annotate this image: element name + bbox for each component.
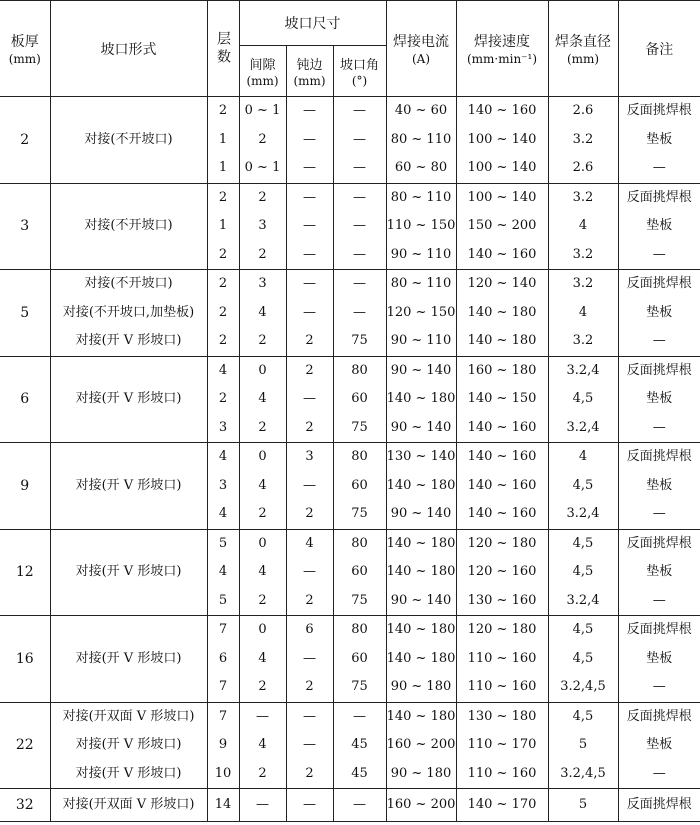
table-row bbox=[0, 645, 700, 674]
current-cell: 40 ~ 60 bbox=[386, 97, 456, 126]
gap-cell: 0 ~ 1 bbox=[239, 97, 286, 126]
layers-cell: 1 bbox=[207, 212, 239, 241]
groove-form-cell bbox=[50, 616, 207, 645]
gap-cell: 4 bbox=[239, 385, 286, 414]
table-row bbox=[0, 241, 700, 270]
layers-cell: 2 bbox=[207, 299, 239, 328]
layers-cell: 1 bbox=[207, 154, 239, 183]
groove-form-cell bbox=[50, 154, 207, 183]
angle-cell: 75 bbox=[333, 414, 386, 443]
note-cell: 垫板 bbox=[618, 472, 700, 501]
table-row bbox=[0, 789, 700, 822]
table-row bbox=[0, 673, 700, 702]
layers-cell: 5 bbox=[207, 587, 239, 616]
angle-cell: 60 bbox=[333, 558, 386, 587]
note-cell: 垫板 bbox=[618, 385, 700, 414]
layers-cell: 2 bbox=[207, 183, 239, 212]
note-cell: 垫板 bbox=[618, 212, 700, 241]
angle-cell: — bbox=[333, 702, 386, 731]
groove-form-cell: 对接(不开坡口) bbox=[50, 270, 207, 299]
note-cell: — bbox=[618, 587, 700, 616]
current-cell: 160 ~ 200 bbox=[386, 789, 456, 822]
layers-cell: 7 bbox=[207, 616, 239, 645]
note-cell: 垫板 bbox=[618, 299, 700, 328]
layers-cell: 14 bbox=[207, 789, 239, 822]
speed-cell: 140 ~ 160 bbox=[456, 97, 548, 126]
diameter-cell: 4 bbox=[548, 212, 618, 241]
angle-cell: — bbox=[333, 270, 386, 299]
note-cell: 反面挑焊根 bbox=[618, 356, 700, 385]
header-current-label: 焊接电流 bbox=[393, 33, 449, 50]
speed-cell: 140 ~ 150 bbox=[456, 385, 548, 414]
header-angle-label: 坡口角 bbox=[339, 57, 379, 73]
table-row bbox=[0, 183, 700, 212]
note-cell: — bbox=[618, 673, 700, 702]
speed-cell: 140 ~ 180 bbox=[456, 327, 548, 356]
note-cell: 反面挑焊根 bbox=[618, 616, 700, 645]
speed-cell: 110 ~ 170 bbox=[456, 731, 548, 760]
layers-cell: 9 bbox=[207, 731, 239, 760]
gap-cell: 2 bbox=[239, 500, 286, 529]
table-row bbox=[0, 270, 700, 299]
blunt-cell: 2 bbox=[286, 500, 333, 529]
note-cell: — bbox=[618, 500, 700, 529]
current-cell: 80 ~ 110 bbox=[386, 270, 456, 299]
gap-cell: — bbox=[239, 702, 286, 731]
thickness-cell: 2 bbox=[0, 97, 50, 184]
table-row bbox=[0, 587, 700, 616]
groove-form-cell bbox=[50, 500, 207, 529]
groove-form-cell bbox=[50, 529, 207, 558]
table-row bbox=[0, 126, 700, 155]
diameter-cell: 4,5 bbox=[548, 616, 618, 645]
current-cell: 140 ~ 180 bbox=[386, 645, 456, 674]
current-cell: 90 ~ 110 bbox=[386, 241, 456, 270]
angle-cell: 80 bbox=[333, 356, 386, 385]
speed-cell: 120 ~ 160 bbox=[456, 558, 548, 587]
layers-cell: 4 bbox=[207, 500, 239, 529]
thickness-cell: 12 bbox=[0, 529, 50, 616]
thickness-cell: 22 bbox=[0, 702, 50, 789]
blunt-cell: — bbox=[286, 97, 333, 126]
table-row bbox=[0, 760, 700, 789]
table-header bbox=[0, 1, 700, 97]
diameter-cell: 3.2 bbox=[548, 270, 618, 299]
diameter-cell: 3.2 bbox=[548, 126, 618, 155]
layers-cell: 4 bbox=[207, 356, 239, 385]
groove-form-cell: 对接(开 V 形坡口) bbox=[50, 645, 207, 674]
current-cell: 90 ~ 140 bbox=[386, 414, 456, 443]
gap-cell: 2 bbox=[239, 327, 286, 356]
layers-cell: 1 bbox=[207, 126, 239, 155]
speed-cell: 150 ~ 200 bbox=[456, 212, 548, 241]
layers-cell: 5 bbox=[207, 529, 239, 558]
thickness-cell: 6 bbox=[0, 356, 50, 443]
blunt-cell: 4 bbox=[286, 529, 333, 558]
speed-cell: 100 ~ 140 bbox=[456, 126, 548, 155]
groove-form-cell: 对接(不开坡口) bbox=[50, 126, 207, 155]
table-row bbox=[0, 212, 700, 241]
speed-cell: 120 ~ 180 bbox=[456, 616, 548, 645]
table-row bbox=[0, 414, 700, 443]
note-cell: 反面挑焊根 bbox=[618, 183, 700, 212]
angle-cell: — bbox=[333, 789, 386, 822]
speed-cell: 100 ~ 140 bbox=[456, 183, 548, 212]
gap-cell: 0 bbox=[239, 529, 286, 558]
diameter-cell: 4,5 bbox=[548, 472, 618, 501]
table-row bbox=[0, 500, 700, 529]
speed-cell: 140 ~ 160 bbox=[456, 414, 548, 443]
speed-cell: 100 ~ 140 bbox=[456, 154, 548, 183]
header-groove-size: 坡口尺寸 bbox=[239, 1, 386, 46]
groove-form-cell: 对接(开双面 V 形坡口) bbox=[50, 702, 207, 731]
blunt-cell: — bbox=[286, 702, 333, 731]
groove-form-cell bbox=[50, 241, 207, 270]
angle-cell: — bbox=[333, 212, 386, 241]
gap-cell: 4 bbox=[239, 645, 286, 674]
gap-cell: 2 bbox=[239, 673, 286, 702]
header-diameter-unit: (mm) bbox=[566, 51, 600, 66]
note-cell: 反面挑焊根 bbox=[618, 270, 700, 299]
groove-form-cell: 对接(开 V 形坡口) bbox=[50, 327, 207, 356]
blunt-cell: — bbox=[286, 731, 333, 760]
diameter-cell: 4,5 bbox=[548, 385, 618, 414]
table-row bbox=[0, 731, 700, 760]
gap-cell: 4 bbox=[239, 299, 286, 328]
header-speed-label: 焊接速度 bbox=[474, 33, 530, 50]
current-cell: 80 ~ 110 bbox=[386, 126, 456, 155]
table-row bbox=[0, 299, 700, 328]
current-cell: 140 ~ 180 bbox=[386, 472, 456, 501]
layers-cell: 4 bbox=[207, 558, 239, 587]
blunt-cell: — bbox=[286, 789, 333, 822]
angle-cell: 80 bbox=[333, 616, 386, 645]
groove-form-cell: 对接(开 V 形坡口) bbox=[50, 472, 207, 501]
table-row bbox=[0, 154, 700, 183]
speed-cell: 130 ~ 160 bbox=[456, 587, 548, 616]
table-row bbox=[0, 529, 700, 558]
speed-cell: 140 ~ 160 bbox=[456, 241, 548, 270]
blunt-cell: 2 bbox=[286, 673, 333, 702]
blunt-cell: — bbox=[286, 126, 333, 155]
thickness-cell: 32 bbox=[0, 789, 50, 822]
blunt-cell: 2 bbox=[286, 760, 333, 789]
gap-cell: 2 bbox=[239, 587, 286, 616]
note-cell: 反面挑焊根 bbox=[618, 789, 700, 822]
angle-cell: — bbox=[333, 183, 386, 212]
speed-cell: 140 ~ 160 bbox=[456, 472, 548, 501]
blunt-cell: — bbox=[286, 558, 333, 587]
angle-cell: — bbox=[333, 126, 386, 155]
blunt-cell: 2 bbox=[286, 327, 333, 356]
gap-cell: 2 bbox=[239, 760, 286, 789]
groove-form-cell: 对接(开 V 形坡口) bbox=[50, 760, 207, 789]
table-row bbox=[0, 385, 700, 414]
current-cell: 90 ~ 110 bbox=[386, 327, 456, 356]
layers-cell: 2 bbox=[207, 241, 239, 270]
angle-cell: 75 bbox=[333, 327, 386, 356]
header-layers-label: 层数 bbox=[215, 30, 231, 67]
header-note: 备注 bbox=[618, 1, 700, 97]
angle-cell: — bbox=[333, 241, 386, 270]
diameter-cell: 3.2,4 bbox=[548, 587, 618, 616]
blunt-cell: — bbox=[286, 241, 333, 270]
diameter-cell: 4,5 bbox=[548, 702, 618, 731]
angle-cell: 45 bbox=[333, 760, 386, 789]
groove-form-cell: 对接(不开坡口) bbox=[50, 212, 207, 241]
table-row bbox=[0, 702, 700, 731]
blunt-cell: — bbox=[286, 472, 333, 501]
speed-cell: 140 ~ 180 bbox=[456, 299, 548, 328]
header-speed bbox=[456, 1, 548, 97]
header-layers bbox=[207, 1, 239, 97]
diameter-cell: 2.6 bbox=[548, 154, 618, 183]
diameter-cell: 3.2,4 bbox=[548, 500, 618, 529]
current-cell: 140 ~ 180 bbox=[386, 616, 456, 645]
angle-cell: 75 bbox=[333, 673, 386, 702]
gap-cell: 4 bbox=[239, 472, 286, 501]
header-angle-unit: (°) bbox=[351, 73, 368, 88]
gap-cell: — bbox=[239, 789, 286, 822]
speed-cell: 160 ~ 180 bbox=[456, 356, 548, 385]
note-cell: — bbox=[618, 414, 700, 443]
current-cell: 60 ~ 80 bbox=[386, 154, 456, 183]
current-cell: 160 ~ 200 bbox=[386, 731, 456, 760]
note-cell: 垫板 bbox=[618, 558, 700, 587]
header-diameter bbox=[548, 1, 618, 97]
blunt-cell: — bbox=[286, 183, 333, 212]
thickness-cell: 5 bbox=[0, 270, 50, 357]
note-cell: 反面挑焊根 bbox=[618, 443, 700, 472]
diameter-cell: 4 bbox=[548, 299, 618, 328]
table-row bbox=[0, 356, 700, 385]
speed-cell: 110 ~ 160 bbox=[456, 760, 548, 789]
table-row bbox=[0, 558, 700, 587]
angle-cell: 75 bbox=[333, 500, 386, 529]
header-gap-unit: (mm) bbox=[246, 73, 279, 88]
current-cell: 90 ~ 140 bbox=[386, 587, 456, 616]
header-diameter-label: 焊条直径 bbox=[555, 33, 611, 50]
blunt-cell: — bbox=[286, 299, 333, 328]
header-gap-label: 间隙 bbox=[249, 57, 276, 73]
angle-cell: — bbox=[333, 154, 386, 183]
note-cell: — bbox=[618, 241, 700, 270]
header-thickness-label: 板厚 bbox=[10, 33, 39, 50]
layers-cell: 2 bbox=[207, 385, 239, 414]
groove-form-cell: 对接(开 V 形坡口) bbox=[50, 385, 207, 414]
current-cell: 90 ~ 180 bbox=[386, 673, 456, 702]
diameter-cell: 3.2 bbox=[548, 327, 618, 356]
diameter-cell: 3.2,4 bbox=[548, 414, 618, 443]
angle-cell: 60 bbox=[333, 472, 386, 501]
angle-cell: 80 bbox=[333, 443, 386, 472]
layers-cell: 3 bbox=[207, 414, 239, 443]
header-current bbox=[386, 1, 456, 97]
groove-form-cell bbox=[50, 414, 207, 443]
diameter-cell: 2.6 bbox=[548, 97, 618, 126]
table-row bbox=[0, 327, 700, 356]
note-cell: — bbox=[618, 760, 700, 789]
current-cell: 110 ~ 150 bbox=[386, 212, 456, 241]
gap-cell: 2 bbox=[239, 183, 286, 212]
angle-cell: 80 bbox=[333, 529, 386, 558]
current-cell: 90 ~ 180 bbox=[386, 760, 456, 789]
header-blunt-unit: (mm) bbox=[293, 73, 326, 88]
gap-cell: 0 bbox=[239, 356, 286, 385]
blunt-cell: 2 bbox=[286, 587, 333, 616]
header-thickness-unit: (mm) bbox=[8, 51, 41, 66]
table-row bbox=[0, 472, 700, 501]
layers-cell: 2 bbox=[207, 97, 239, 126]
layers-cell: 7 bbox=[207, 673, 239, 702]
angle-cell: 45 bbox=[333, 731, 386, 760]
note-cell: 垫板 bbox=[618, 731, 700, 760]
angle-cell: — bbox=[333, 299, 386, 328]
layers-cell: 3 bbox=[207, 472, 239, 501]
blunt-cell: — bbox=[286, 154, 333, 183]
diameter-cell: 3.2 bbox=[548, 241, 618, 270]
groove-form-cell bbox=[50, 443, 207, 472]
speed-cell: 130 ~ 180 bbox=[456, 702, 548, 731]
groove-form-cell: 对接(开 V 形坡口) bbox=[50, 558, 207, 587]
header-form: 坡口形式 bbox=[50, 1, 207, 97]
gap-cell: 2 bbox=[239, 414, 286, 443]
gap-cell: 0 bbox=[239, 616, 286, 645]
table-row bbox=[0, 443, 700, 472]
current-cell: 130 ~ 140 bbox=[386, 443, 456, 472]
current-cell: 140 ~ 180 bbox=[386, 529, 456, 558]
speed-cell: 120 ~ 140 bbox=[456, 270, 548, 299]
current-cell: 80 ~ 110 bbox=[386, 183, 456, 212]
blunt-cell: 2 bbox=[286, 414, 333, 443]
diameter-cell: 3.2,4,5 bbox=[548, 673, 618, 702]
current-cell: 140 ~ 180 bbox=[386, 558, 456, 587]
table-row bbox=[0, 97, 700, 126]
header-current-unit: (A) bbox=[411, 51, 431, 66]
current-cell: 120 ~ 150 bbox=[386, 299, 456, 328]
blunt-cell: — bbox=[286, 270, 333, 299]
gap-cell: 3 bbox=[239, 270, 286, 299]
groove-form-cell bbox=[50, 587, 207, 616]
gap-cell: 2 bbox=[239, 126, 286, 155]
speed-cell: 120 ~ 180 bbox=[456, 529, 548, 558]
diameter-cell: 4,5 bbox=[548, 558, 618, 587]
blunt-cell: — bbox=[286, 385, 333, 414]
table-row bbox=[0, 616, 700, 645]
groove-form-cell bbox=[50, 183, 207, 212]
blunt-cell: — bbox=[286, 645, 333, 674]
groove-form-cell bbox=[50, 673, 207, 702]
groove-form-cell bbox=[50, 97, 207, 126]
header-angle bbox=[333, 46, 386, 97]
layers-cell: 2 bbox=[207, 270, 239, 299]
diameter-cell: 5 bbox=[548, 789, 618, 822]
note-cell: 反面挑焊根 bbox=[618, 702, 700, 731]
gap-cell: 0 ~ 1 bbox=[239, 154, 286, 183]
speed-cell: 140 ~ 170 bbox=[456, 789, 548, 822]
header-gap bbox=[239, 46, 286, 97]
layers-cell: 6 bbox=[207, 645, 239, 674]
header-blunt bbox=[286, 46, 333, 97]
blunt-cell: 3 bbox=[286, 443, 333, 472]
diameter-cell: 4,5 bbox=[548, 529, 618, 558]
angle-cell: — bbox=[333, 97, 386, 126]
diameter-cell: 4 bbox=[548, 443, 618, 472]
current-cell: 140 ~ 180 bbox=[386, 702, 456, 731]
diameter-cell: 5 bbox=[548, 731, 618, 760]
layers-cell: 7 bbox=[207, 702, 239, 731]
diameter-cell: 4,5 bbox=[548, 645, 618, 674]
note-cell: 垫板 bbox=[618, 645, 700, 674]
blunt-cell: — bbox=[286, 212, 333, 241]
diameter-cell: 3.2 bbox=[548, 183, 618, 212]
note-cell: 反面挑焊根 bbox=[618, 529, 700, 558]
groove-form-cell bbox=[50, 356, 207, 385]
layers-cell: 4 bbox=[207, 443, 239, 472]
current-cell: 90 ~ 140 bbox=[386, 356, 456, 385]
diameter-cell: 3.2,4,5 bbox=[548, 760, 618, 789]
gap-cell: 2 bbox=[239, 241, 286, 270]
thickness-cell: 9 bbox=[0, 443, 50, 530]
layers-cell: 2 bbox=[207, 327, 239, 356]
thickness-cell: 16 bbox=[0, 616, 50, 703]
gap-cell: 3 bbox=[239, 212, 286, 241]
diameter-cell: 3.2,4 bbox=[548, 356, 618, 385]
note-cell: — bbox=[618, 154, 700, 183]
speed-cell: 140 ~ 160 bbox=[456, 500, 548, 529]
blunt-cell: 2 bbox=[286, 356, 333, 385]
angle-cell: 60 bbox=[333, 645, 386, 674]
speed-cell: 140 ~ 160 bbox=[456, 443, 548, 472]
header-thickness bbox=[0, 1, 50, 97]
current-cell: 90 ~ 140 bbox=[386, 500, 456, 529]
gap-cell: 0 bbox=[239, 443, 286, 472]
gap-cell: 4 bbox=[239, 558, 286, 587]
gap-cell: 4 bbox=[239, 731, 286, 760]
current-cell: 140 ~ 180 bbox=[386, 385, 456, 414]
speed-cell: 110 ~ 160 bbox=[456, 645, 548, 674]
angle-cell: 75 bbox=[333, 587, 386, 616]
table-body bbox=[0, 97, 700, 822]
speed-cell: 110 ~ 160 bbox=[456, 673, 548, 702]
note-cell: 反面挑焊根 bbox=[618, 97, 700, 126]
thickness-cell: 3 bbox=[0, 183, 50, 270]
layers-cell: 10 bbox=[207, 760, 239, 789]
note-cell: 垫板 bbox=[618, 126, 700, 155]
form-cell: 对接(开双面 V 形坡口) bbox=[50, 789, 207, 822]
groove-form-cell: 对接(开 V 形坡口) bbox=[50, 731, 207, 760]
header-blunt-label: 钝边 bbox=[296, 57, 323, 73]
groove-form-cell: 对接(不开坡口,加垫板) bbox=[50, 299, 207, 328]
angle-cell: 60 bbox=[333, 385, 386, 414]
blunt-cell: 6 bbox=[286, 616, 333, 645]
note-cell: — bbox=[618, 327, 700, 356]
header-speed-unit: (mm·min⁻¹) bbox=[466, 51, 538, 66]
